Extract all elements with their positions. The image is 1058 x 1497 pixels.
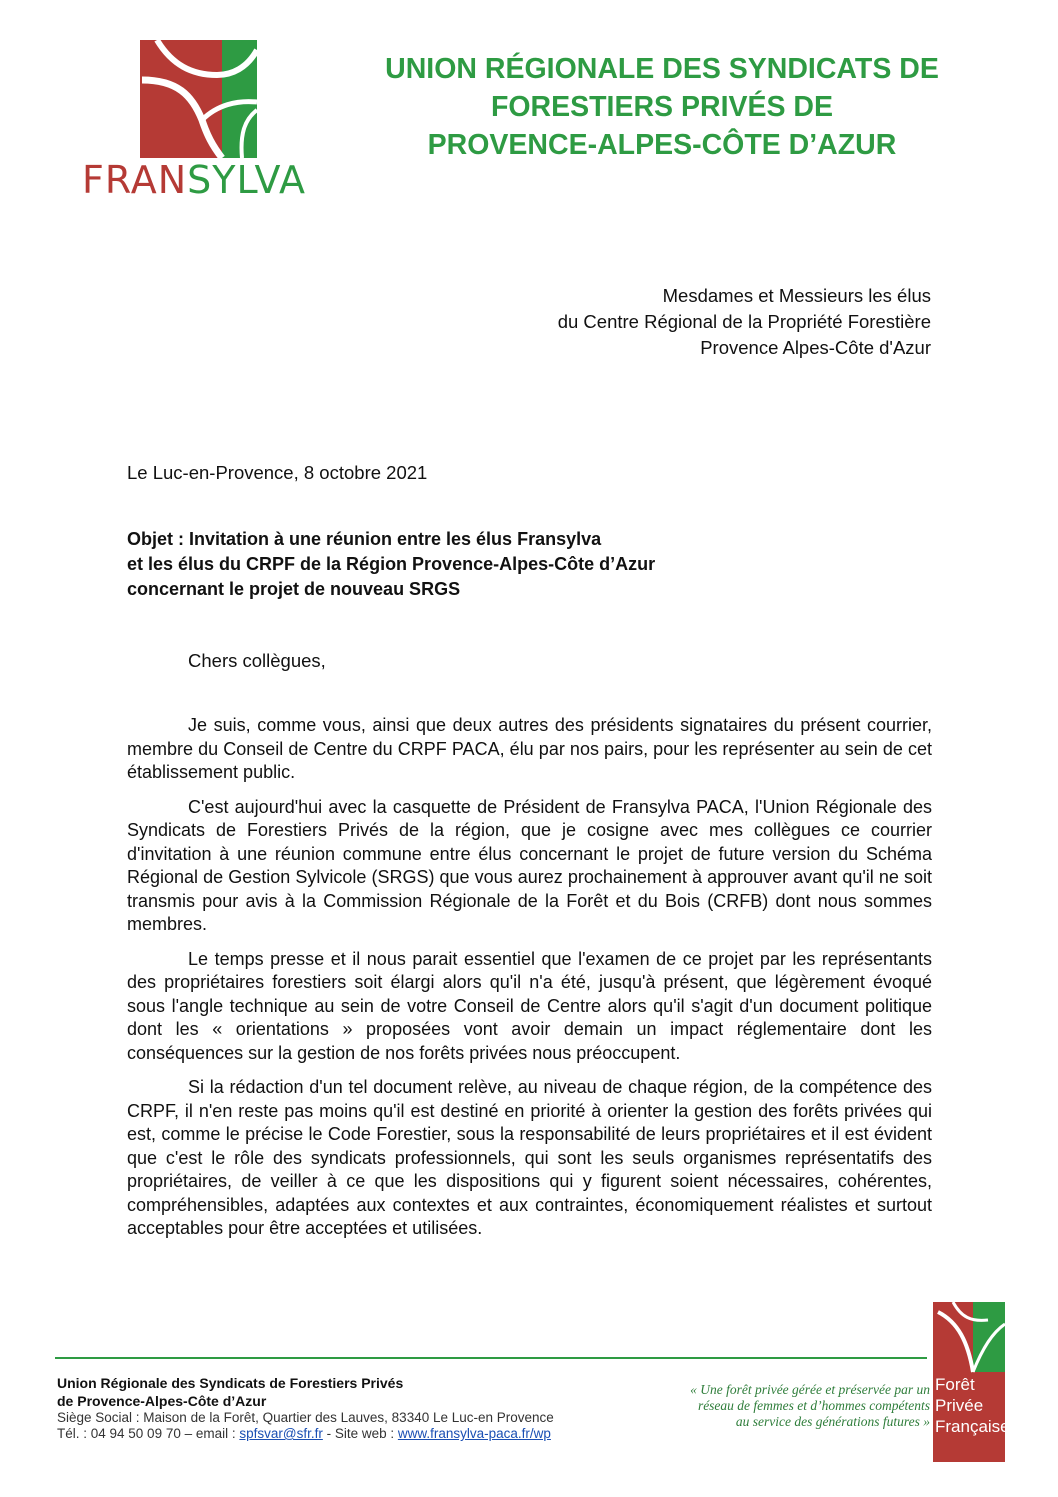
wordmark-red: FRAN bbox=[82, 158, 188, 202]
title-line: FORESTIERS PRIVÉS DE bbox=[490, 91, 834, 123]
footer-tagline bbox=[640, 1382, 930, 1430]
footer-web-label: - Site web : bbox=[322, 1426, 398, 1441]
website-link[interactable]: www.fransylva-paca.fr/wp bbox=[397, 1426, 551, 1441]
body-paragraph: Je suis, comme vous, ainsi que deux autres des présidents signataires du présent courrier, membre du Conseil de Centre du CRPF PACA, élu par nos pairs, pour les représenter au sein de cet établissement public. bbox=[127, 715, 932, 782]
body-paragraph: Si la rédaction d'un tel document relève, au niveau de chaque région, de la compétence des CRPF, il n'en reste pas moins qu'il est destiné en priorité à orienter la gestion des forêts privées qui est, comme le précise le Code Forestier, sous la responsabilité de leurs propriétaires et il est évident que c'est le rôle des syndicats professionnels, qui sont les seuls organismes représentatifs des propriétaires, de veiller à ce que les dispositions qui y figurent soient nécessaires, cohérentes, compréhensibles, adaptées aux contextes et aux contraintes, économiquement réalistes et surtout acceptables pour être acceptées et utilisées. bbox=[127, 1077, 932, 1238]
tagline-line: « Une forêt privée gérée et préservée par un bbox=[690, 1382, 930, 1397]
fransylva-emblem-icon bbox=[82, 40, 314, 160]
subject-line: Objet : Invitation à une réunion entre les élus Fransylva bbox=[127, 529, 602, 549]
body-paragraph: C'est aujourd'hui avec la casquette de Président de Fransylva PACA, l'Union Régionale des Syndicats de Forestiers Privés de la région, que je cosigne avec mes collègues ce courrier d'invitation à une réunion commune entre élus concernant le projet de future version du Schéma Régional de Gestion Sylvicole (SRGS) que vous aurez prochainement à approuver avant qu'il ne soit transmis pour avis à la Commission Régionale de la Forêt et du Bois (CRFB) dont nous sommes membres. bbox=[127, 796, 932, 934]
date-line: Le Luc-en-Provence, 8 octobre 2021 bbox=[127, 462, 428, 483]
addressee-line: du Centre Régional de la Propriété Forestière bbox=[557, 311, 931, 332]
addressee-block bbox=[471, 283, 931, 361]
subject-line: concernant le projet de nouveau SRGS bbox=[127, 579, 461, 599]
addressee-line: Mesdames et Messieurs les élus bbox=[662, 285, 931, 306]
wordmark-green: SYLVA bbox=[187, 158, 307, 202]
subject-line: et les élus du CRPF de la Région Provence-Alpes-Côte d’Azur bbox=[127, 554, 656, 574]
body-paragraph: Le temps presse et il nous parait essentiel que l'examen de ce projet par les représentants des propriétaires forestiers soit élargi alors qu'il n'a été, jusqu'à présent, que légèrement évoqué sous l'angle technique au sein de votre Conseil de Centre alors qu'il s'agit d'un document politique dont les « orientations » proposées vont avoir demain un impact réglementaire dont les conséquences sur la gestion de nos forêts privées nous préoccupent. bbox=[127, 948, 932, 1063]
footer-organization bbox=[57, 1374, 403, 1410]
fpf-line: Française bbox=[935, 1417, 1010, 1436]
salutation: Chers collègues, bbox=[188, 650, 326, 671]
letterhead-title bbox=[362, 50, 962, 164]
footer-org-line: de Provence-Alpes-Côte d’Azur bbox=[57, 1393, 267, 1409]
footer-contact bbox=[57, 1426, 551, 1442]
title-line: UNION RÉGIONALE DES SYNDICATS DE bbox=[385, 53, 939, 85]
footer-address: Siège Social : Maison de la Forêt, Quartier des Lauves, 83340 Le Luc-en Provence bbox=[57, 1410, 554, 1425]
footer-tel: Tél. : 04 94 50 09 70 – email : bbox=[57, 1426, 240, 1441]
addressee-line: Provence Alpes-Côte d'Azur bbox=[700, 337, 931, 358]
letter-body bbox=[127, 714, 932, 1252]
tagline-line: au service des générations futures » bbox=[735, 1414, 930, 1429]
footer-divider bbox=[55, 1357, 927, 1359]
title-line: PROVENCE-ALPES-CÔTE D’AZUR bbox=[427, 129, 897, 161]
footer-org-line: Union Régionale des Syndicats de Forestiers Privés bbox=[57, 1375, 404, 1391]
email-link[interactable]: spfsvar@sfr.fr bbox=[239, 1426, 323, 1441]
subject-block bbox=[127, 527, 747, 602]
tagline-line: réseau de femmes et d’hommes compétents bbox=[697, 1398, 930, 1413]
fpf-line: Privée bbox=[935, 1396, 984, 1415]
fpf-logo-text bbox=[935, 1374, 1010, 1437]
fpf-line: Forêt bbox=[935, 1375, 975, 1394]
fransylva-wordmark bbox=[82, 157, 314, 203]
